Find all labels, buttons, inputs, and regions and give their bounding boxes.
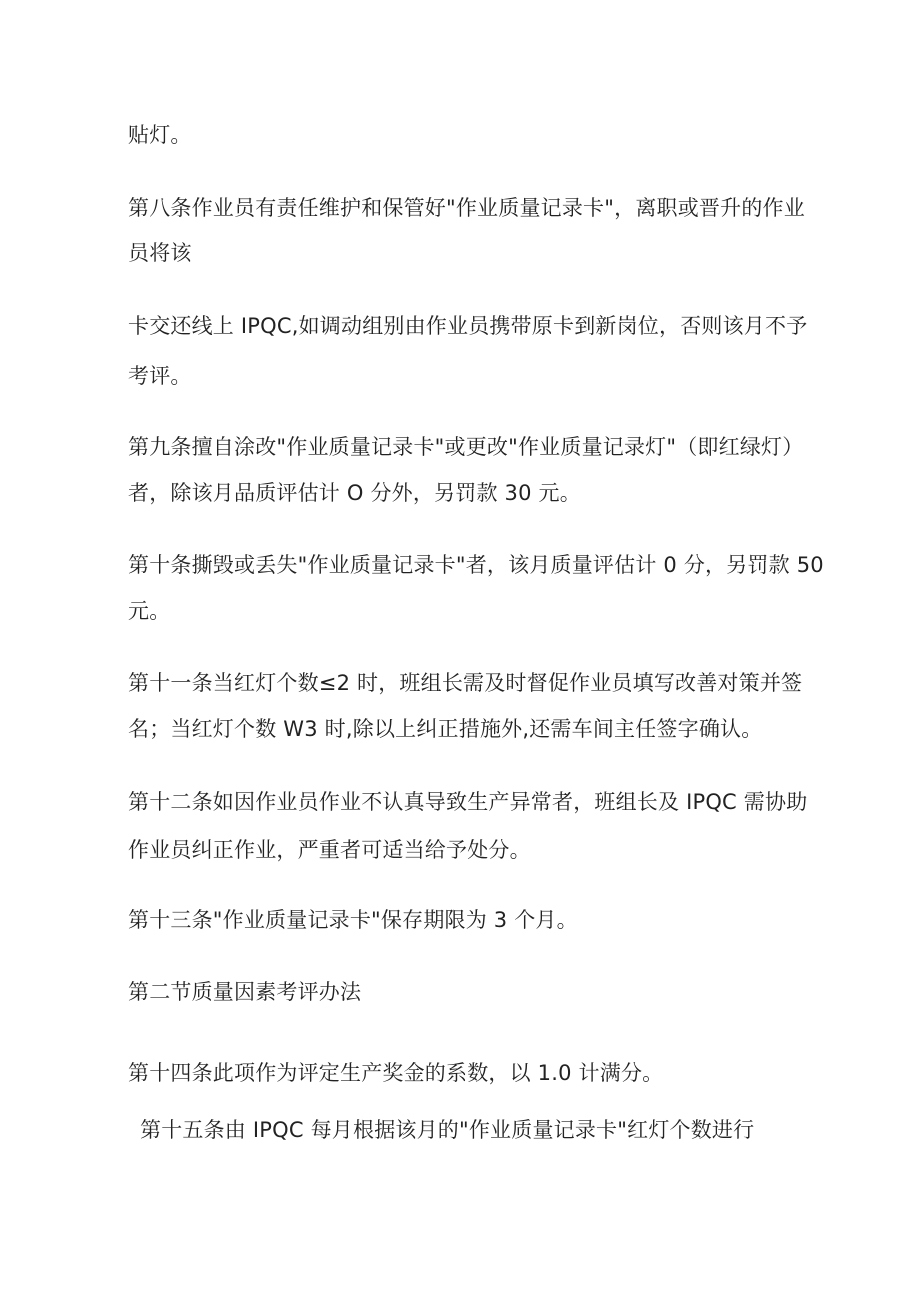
- text-line: 第九条擅自涂改"作业质量记录卡"或更改"作业质量记录灯"（即红绿灯）: [128, 435, 804, 459]
- text-line: 作业员纠正作业，严重者可适当给予处分。: [128, 838, 531, 862]
- text-line: 第十一条当红灯个数≤2 时，班组长需及时督促作业员填写改善对策并签: [128, 671, 803, 695]
- text-line: 卡交还线上 IPQC,如调动组别由作业员携带原卡到新岗位，否则该月不予: [128, 314, 808, 338]
- text-line: 名；当红灯个数 W3 时,除以上纠正措施外,还需车间主任签字确认。: [128, 717, 763, 741]
- text-line: 员将该: [128, 241, 192, 265]
- text-line: 第十二条如因作业员作业不认真导致生产异常者，班组长及 IPQC 需协助: [128, 790, 808, 814]
- text-line: 元。: [128, 599, 171, 623]
- section-heading: 第二节质量因素考评办法: [128, 980, 362, 1004]
- text-line: 第八条作业员有责任维护和保管好"作业质量记录卡"，离职或晋升的作业: [128, 196, 805, 220]
- text-line: 第十三条"作业质量记录卡"保存期限为 3 个月。: [128, 908, 578, 932]
- text-line: 考评。: [128, 364, 192, 388]
- text-line: 者，除该月品质评估计 O 分外，另罚款 30 元。: [128, 481, 581, 505]
- text-line: 第十四条此项作为评定生产奖金的系数，以 1.0 计满分。: [128, 1061, 664, 1085]
- text-line: 贴灯。: [128, 123, 192, 147]
- text-line: 第十五条由 IPQC 每月根据该月的"作业质量记录卡"红灯个数进行: [140, 1118, 755, 1142]
- text-line: 第十条撕毁或丢失"作业质量记录卡"者，该月质量评估计 0 分，另罚款 50: [128, 553, 824, 577]
